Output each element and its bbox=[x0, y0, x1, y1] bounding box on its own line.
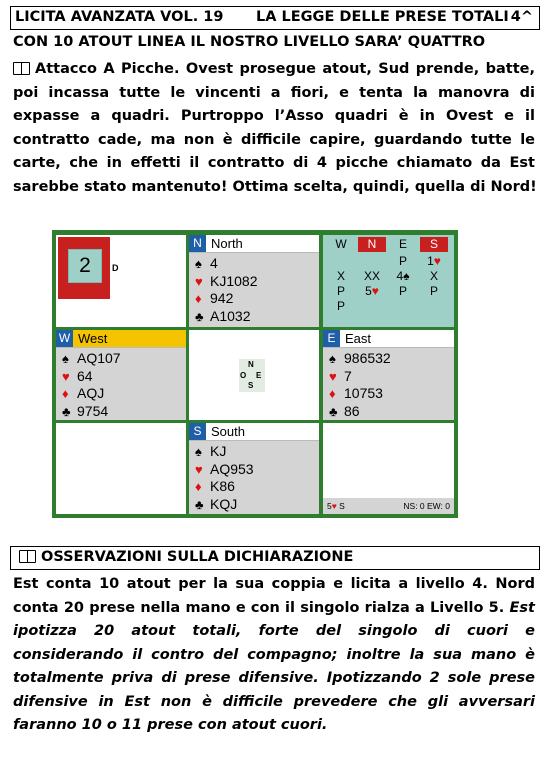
player-name: South bbox=[211, 424, 245, 439]
east-hand bbox=[323, 330, 454, 420]
bidding-box bbox=[323, 235, 454, 327]
chapter-number: 4^ bbox=[510, 9, 533, 25]
player-name: West bbox=[78, 331, 108, 346]
clubs-holding: KQJ bbox=[210, 495, 238, 512]
diamonds-holding: K86 bbox=[210, 478, 235, 494]
bid: 4♠ bbox=[396, 269, 410, 283]
series-title: LICITA AVANZATA VOL. 19 bbox=[15, 9, 224, 25]
book-icon bbox=[19, 550, 35, 562]
observations-header bbox=[10, 546, 540, 570]
obs-line: ipotizza 20 atout totali, forte del singolo di cuori e bbox=[13, 623, 535, 639]
obs-line: considerando il contro del compagno; inoltre la sua mano è bbox=[13, 646, 535, 663]
direction-badge: S bbox=[189, 423, 206, 440]
clubs-holding: 9754 bbox=[77, 402, 109, 419]
diamond-icon: ♦ bbox=[195, 291, 202, 306]
bid: X bbox=[429, 269, 438, 283]
bid: 5♥ bbox=[365, 284, 379, 298]
north-hand bbox=[189, 235, 319, 327]
page-header bbox=[10, 6, 540, 30]
final-contract: 5♥ S bbox=[327, 501, 345, 511]
intro-line: sarebbe stato mantenuto! Ottima scelta, quindi, quella di Nord! bbox=[13, 178, 537, 195]
bid: P bbox=[336, 299, 345, 313]
bid-header-north: N bbox=[358, 237, 386, 252]
spades-holding: AQ107 bbox=[77, 350, 121, 366]
spades-holding: 4 bbox=[210, 255, 218, 271]
dealer-label: D bbox=[112, 263, 119, 273]
board-number: 2 bbox=[68, 249, 102, 283]
club-icon: ♣ bbox=[195, 496, 204, 512]
result-panel bbox=[323, 423, 454, 514]
score: NS: 0 EW: 0 bbox=[403, 501, 450, 511]
obs-line: totalmente priva di prese difensive. Ipotizzando 2 sole prese bbox=[13, 670, 535, 686]
diamond-icon: ♦ bbox=[329, 386, 336, 401]
club-icon: ♣ bbox=[329, 403, 338, 419]
bid: P bbox=[336, 284, 345, 298]
spades-holding: 986532 bbox=[344, 350, 391, 366]
diamonds-holding: AQJ bbox=[77, 385, 105, 401]
west-hand bbox=[56, 330, 186, 420]
intro-line: poi incassa tutte le vincenti a fiori, e tenta la manovra di bbox=[13, 84, 535, 101]
heart-icon: ♥ bbox=[195, 461, 203, 477]
hearts-holding: AQ953 bbox=[210, 460, 254, 477]
obs-line: conta 20 prese nella mano e con il singolo rialza a Livello 5. Est bbox=[13, 599, 535, 616]
hearts-holding: KJ1082 bbox=[210, 272, 258, 289]
board-number-panel bbox=[56, 235, 186, 327]
intro-line: Attacco A Picche. Ovest prosegue atout, Sud prende, batte, bbox=[13, 58, 535, 82]
observations-paragraph bbox=[13, 573, 535, 738]
spades-holding: KJ bbox=[210, 443, 227, 459]
diamond-icon: ♦ bbox=[195, 479, 202, 494]
bid: 1♥ bbox=[427, 254, 441, 268]
bid: X bbox=[336, 269, 345, 283]
diamond-icon: ♦ bbox=[62, 386, 69, 401]
intro-line: expasse a quadri. Purtroppo l’Asso quadri è in Ovest e il bbox=[13, 108, 535, 124]
heart-icon: ♥ bbox=[329, 368, 337, 384]
direction-badge: N bbox=[189, 235, 206, 252]
diamonds-holding: 10753 bbox=[344, 385, 383, 401]
diamonds-holding: 942 bbox=[210, 290, 234, 306]
bid-header-west: W bbox=[335, 237, 347, 251]
bid: XX bbox=[363, 269, 380, 283]
heart-icon: ♥ bbox=[62, 368, 70, 384]
club-icon: ♣ bbox=[62, 403, 71, 419]
chapter-title: LA LEGGE DELLE PRESE TOTALI bbox=[256, 9, 509, 25]
spade-icon: ♠ bbox=[329, 351, 336, 366]
direction-badge: W bbox=[56, 330, 73, 347]
spade-icon: ♠ bbox=[62, 351, 69, 366]
spade-icon: ♠ bbox=[195, 256, 202, 271]
bid: P bbox=[429, 284, 438, 298]
intro-paragraph bbox=[13, 58, 535, 199]
empty-panel bbox=[56, 423, 186, 514]
hearts-holding: 64 bbox=[77, 367, 93, 384]
bid: P bbox=[398, 254, 407, 268]
compass-icon: N O E S bbox=[239, 359, 265, 392]
book-icon bbox=[13, 62, 29, 74]
bid: P bbox=[398, 284, 407, 298]
obs-line: Est conta 10 atout per la sua coppia e licita a livello 4. Nord bbox=[13, 576, 535, 592]
bid-header-south: S bbox=[420, 237, 448, 252]
player-name: North bbox=[211, 236, 243, 251]
intro-line: contratto cade, ma non è difficile capire, guardando tutte le bbox=[13, 131, 535, 148]
hearts-holding: 7 bbox=[344, 367, 352, 384]
bid-header-east: E bbox=[398, 237, 407, 251]
direction-badge: E bbox=[323, 330, 340, 347]
club-icon: ♣ bbox=[195, 308, 204, 324]
south-hand bbox=[189, 423, 319, 514]
spade-icon: ♠ bbox=[195, 444, 202, 459]
clubs-holding: 86 bbox=[344, 402, 360, 419]
player-name: East bbox=[345, 331, 372, 346]
compass-panel bbox=[189, 330, 319, 420]
obs-line: difensive in Est non è difficile prevedere che gli avversari bbox=[13, 693, 535, 710]
subtitle: CON 10 ATOUT LINEA IL NOSTRO LIVELLO SARA’ QUATTRO bbox=[13, 34, 486, 50]
result-bar bbox=[323, 498, 454, 514]
bridge-board bbox=[52, 230, 458, 518]
intro-line: carte, che in effetti il contratto di 4 picche chiamato da Est bbox=[13, 155, 535, 171]
obs-line: faranno 10 o 11 prese con atout cuori. bbox=[13, 717, 328, 733]
heart-icon: ♥ bbox=[195, 273, 203, 289]
observations-title: OSSERVAZIONI SULLA DICHIARAZIONE bbox=[41, 549, 354, 565]
clubs-holding: A1032 bbox=[210, 307, 251, 324]
